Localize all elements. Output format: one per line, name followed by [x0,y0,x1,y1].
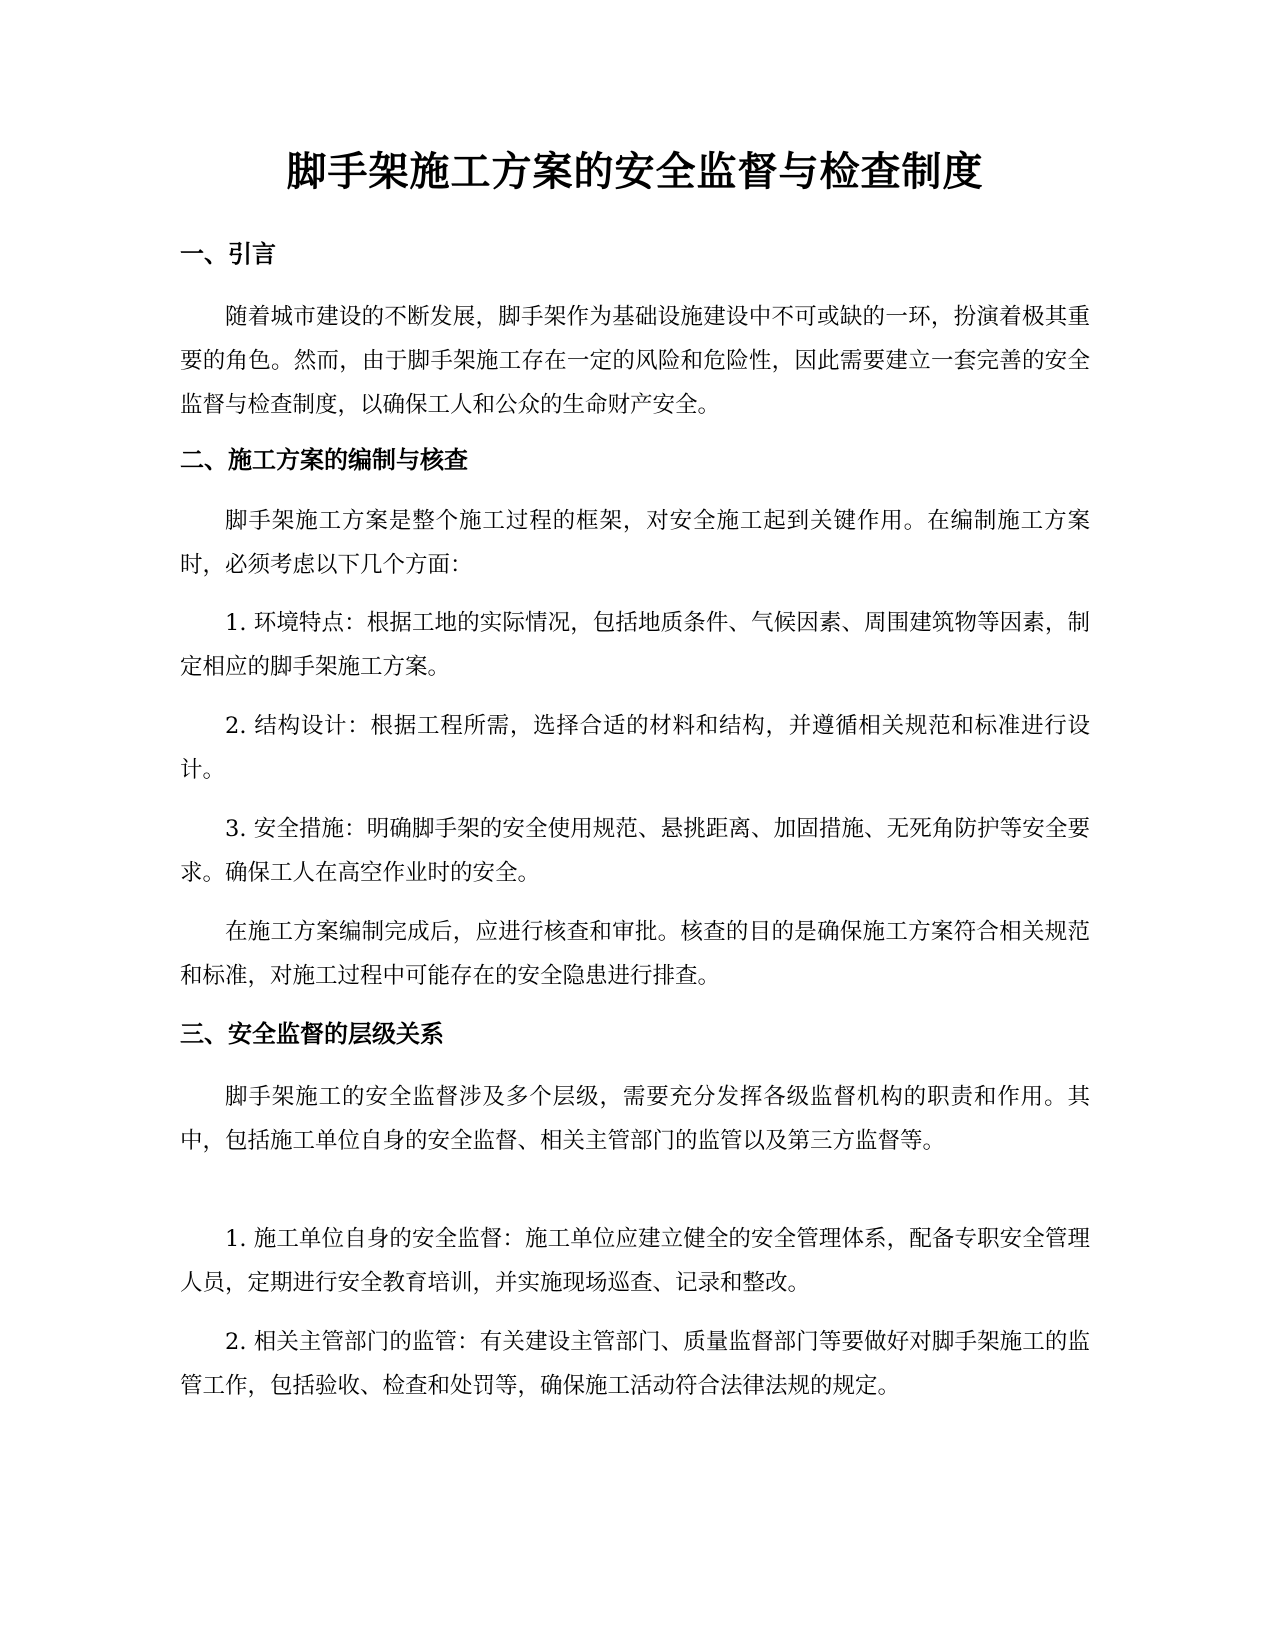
list-item: 1. 施工单位自身的安全监督：施工单位应建立健全的安全管理体系，配备专职安全管理人员，定期进行安全教育培训，并实施现场巡查、记录和整改。 [180,1226,1090,1296]
document-title: 脚手架施工方案的安全监督与检查制度 [286,149,984,195]
section-heading-plan-compilation: 二、施工方案的编制与核查 [180,446,468,474]
list-item: 1. 环境特点：根据工地的实际情况，包括地质条件、气候因素、周围建筑物等因素，制定相应的脚手架施工方案。 [180,610,1090,680]
paragraph: 在施工方案编制完成后，应进行核查和审批。核查的目的是确保施工方案符合相关规范和标准，对施工过程中可能存在的安全隐患进行排查。 [180,919,1090,989]
section-heading-introduction: 一、引言 [180,240,276,268]
list-item: 3. 安全措施：明确脚手架的安全使用规范、悬挑距离、加固措施、无死角防护等安全要求。确保工人在高空作业时的安全。 [180,816,1090,886]
section-heading-supervision-levels: 三、安全监督的层级关系 [180,1020,444,1048]
paragraph: 脚手架施工的安全监督涉及多个层级，需要充分发挥各级监督机构的职责和作用。其中，包括施工单位自身的安全监督、相关主管部门的监管以及第三方监督等。 [180,1084,1090,1154]
paragraph: 随着城市建设的不断发展，脚手架作为基础设施建设中不可或缺的一环，扮演着极其重要的角色。然而，由于脚手架施工存在一定的风险和危险性，因此需要建立一套完善的安全监督与检查制度，以确保工人和公众的生命财产安全。 [180,304,1090,418]
paragraph: 脚手架施工方案是整个施工过程的框架，对安全施工起到关键作用。在编制施工方案时，必须考虑以下几个方面： [180,508,1090,578]
list-item: 2. 结构设计：根据工程所需，选择合适的材料和结构，并遵循相关规范和标准进行设计。 [180,713,1090,783]
list-item: 2. 相关主管部门的监管：有关建设主管部门、质量监督部门等要做好对脚手架施工的监管工作，包括验收、检查和处罚等，确保施工活动符合法律法规的规定。 [180,1329,1090,1399]
